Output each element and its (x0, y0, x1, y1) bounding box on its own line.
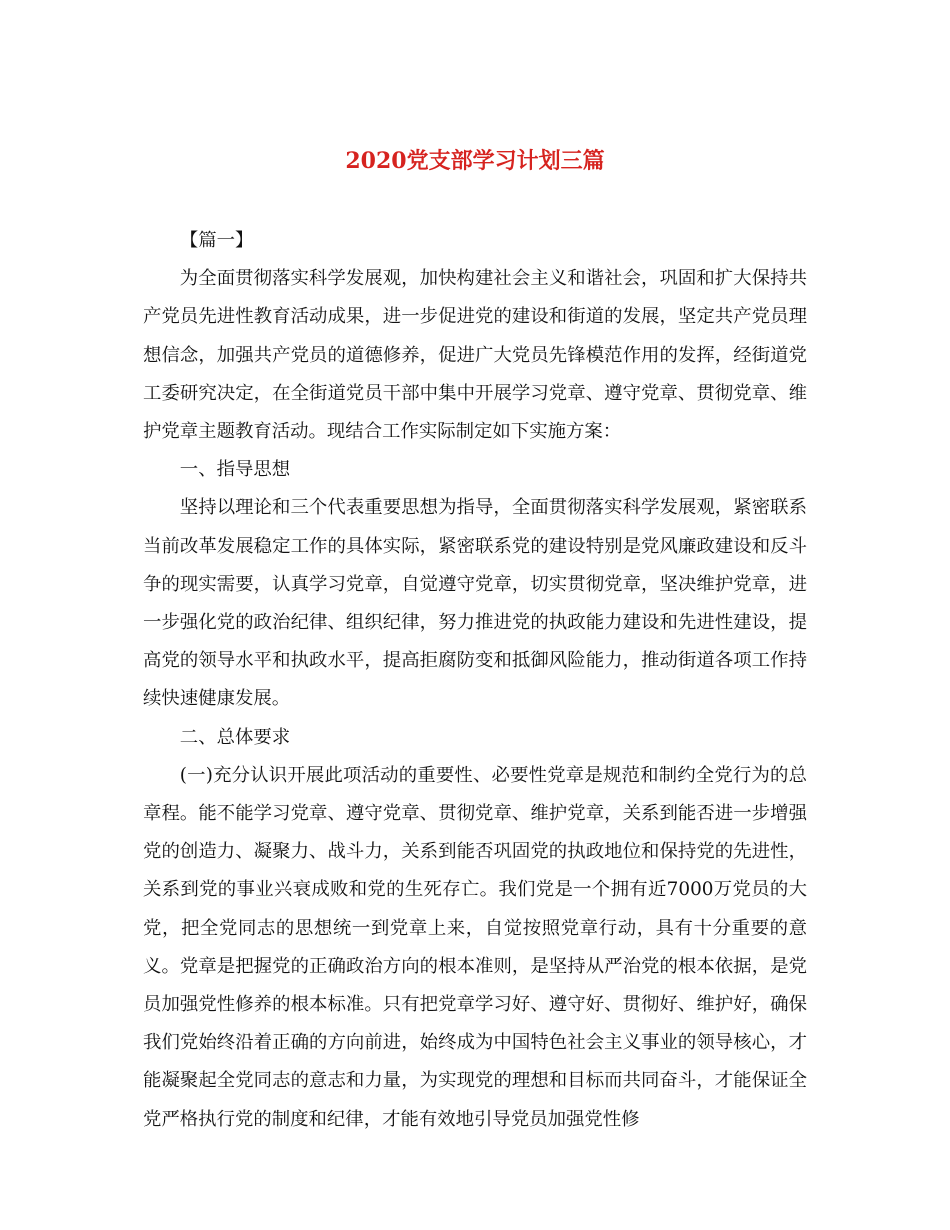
document-title: 2020党支部学习计划三篇 (345, 148, 605, 174)
paragraph-general-requirements: (一)充分认识开展此项活动的重要性、必要性党章是规范和制约全党行为的总章程。能不能学习党章、遵守党章、贯彻党章、维护党章，关系到能否进一步增强党的创造力、凝聚力、战斗力，关系到能否巩固党的执政地位和保持党的先进性，关系到党的事业兴衰成败和党的生死存亡。我们党是一个拥有近7000万党员的大党，把全党同志的思想统一到党章上来，自觉按照党章行动，具有十分重要的意义。党章是把握党的正确政治方向的根本准则，是坚持从严治党的根本依据，是党员加强党性修养的根本标准。只有把党章学习好、遵守好、贯彻好、维护好，确保我们党始终沿着正确的方向前进，始终成为中国特色社会主义事业的领导核心，才能凝聚起全党同志的意志和力量，为实现党的理想和目标而共同奋斗，才能保证全党严格执行党的制度和纪律，才能有效地引导党员加强党性修 (143, 764, 807, 1130)
paragraph-guiding-ideology: 坚持以理论和三个代表重要思想为指导，全面贯彻落实科学发展观，紧密联系当前改革发展稳定工作的具体实际，紧密联系党的建设特别是党风廉政建设和反斗争的现实需要，认真学习党章，自觉遵守党章，切实贯彻党章，坚决维护党章，进一步强化党的政治纪律、组织纪律，努力推进党的执政能力建设和先进性建设，提高党的领导水平和执政水平，提高拒腐防变和抵御风险能力，推动街道各项工作持续快速健康发展。 (143, 497, 807, 710)
paragraph-intro: 为全面贯彻落实科学发展观，加快构建社会主义和谐社会，巩固和扩大保持共产党员先进性教育活动成果，进一步促进党的建设和街道的发展，坚定共产党员理想信念，加强共产党员的道德修养，促进广大党员先锋模范作用的发挥，经街道党工委研究决定，在全街道党员干部中集中开展学习党章、遵守党章、贯彻党章、维护党章主题教育活动。现结合工作实际制定如下实施方案： (143, 268, 807, 443)
section-tag: 【篇一】 (179, 230, 254, 251)
document-body (143, 222, 807, 1139)
heading-guiding-ideology: 一、指导思想 (179, 459, 291, 481)
heading-general-requirements: 二、总体要求 (179, 726, 291, 748)
